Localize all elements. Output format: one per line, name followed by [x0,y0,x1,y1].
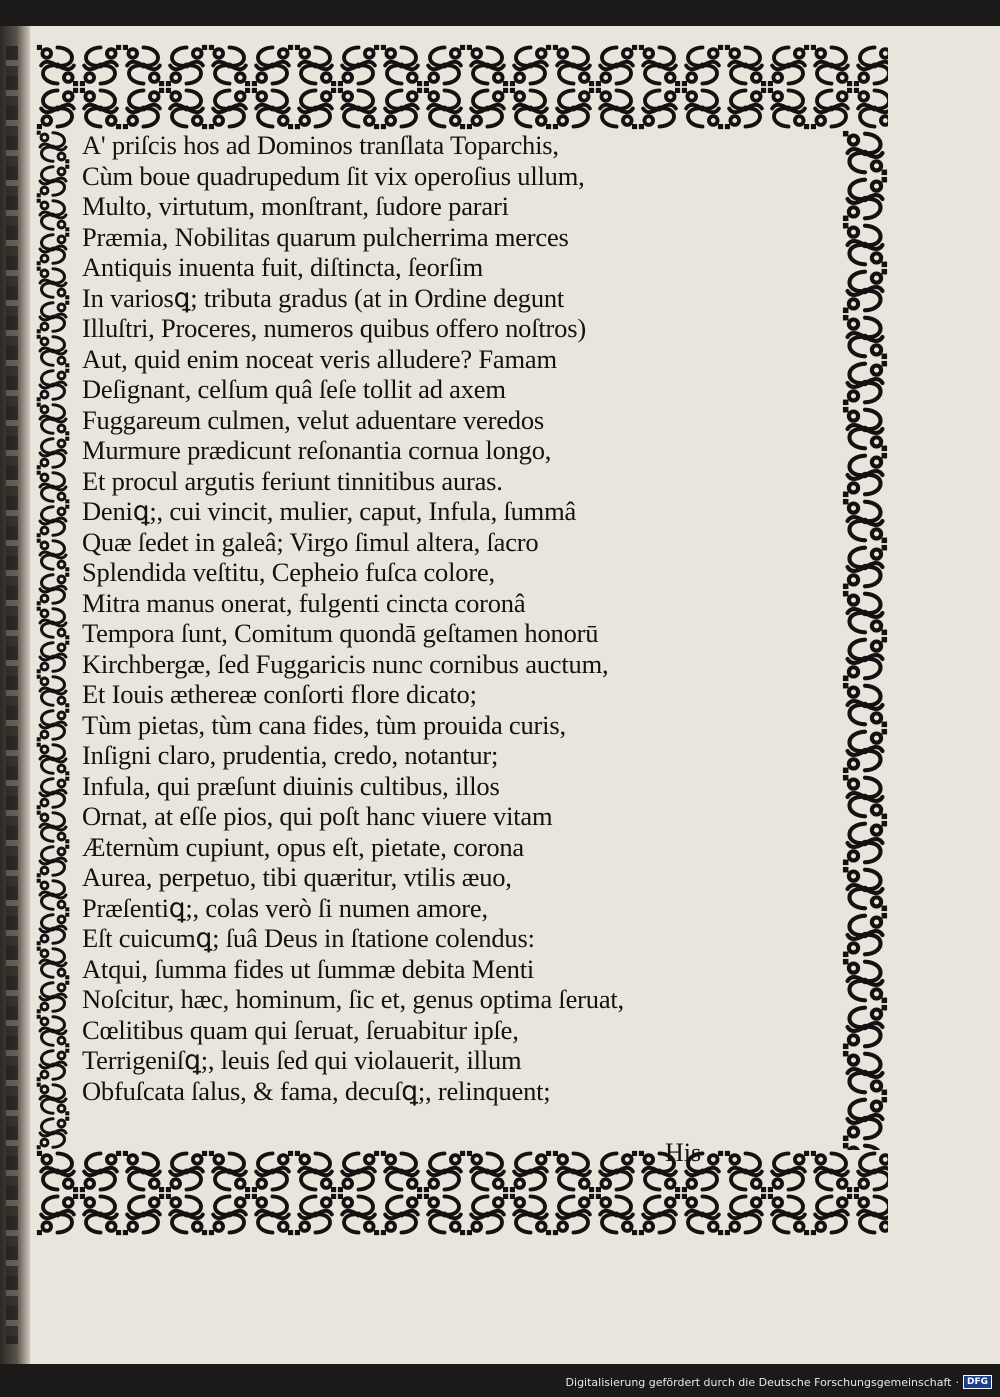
verse-line: Præmia, Nobilitas quarum pulcherrima merces [82,221,569,252]
verse-line: Præſentiꝗ;, colas verò ſi numen amore, [82,892,488,923]
verse-line: Deniꝗ;, cui vincit, mulier, caput, Infula, ſummâ [82,496,577,526]
verse-line: Tempora ſunt, Comitum quondā geſtamen honorū [82,618,599,648]
verse-line: Atqui, ſumma fides ut ſummæ debita Menti [82,953,535,984]
verse-line: Et Iouis æthereæ conſorti flore dicato; [82,679,477,709]
verse-line: Infula, qui præſunt diuinis cultibus, illos [82,770,500,801]
dfg-logo-icon: DFG [963,1375,992,1389]
ornament-border-right-icon [842,130,888,1150]
poem-text [82,130,822,1106]
verse-line: Quæ ſedet in galeâ; Virgo ſimul altera, ſacro [82,526,539,557]
verse-line: In variosꝗ; tributa gradus (at in Ordine degunt [82,282,565,313]
verse-line: Fuggareum culmen, velut aduentare veredos [82,404,545,435]
verse-line: Obfuſcata ſalus, & fama, decuſꝗ;, relinquent; [82,1075,551,1106]
verse-line: Illuſtri, Proceres, numeros quibus offero noſtros) [82,313,586,343]
verse-line: Ornat, at eſſe pios, qui poſt hanc viuere vitam [82,801,553,831]
verse-line: A' priſcis hos ad Dominos tranſlata Toparchis, [82,130,559,160]
verse-line: Terrigeniſꝗ;, leuis ſed qui violauerit, illum [82,1045,522,1075]
binding-edge [0,26,30,1364]
verse-line: Aurea, perpetuo, tibi quæritur, vtilis æuo, [82,862,512,892]
verse-line: Æternùm cupiunt, opus eſt, pietate, corona [82,831,524,862]
verse-line: Cœlitibus quam qui ſeruat, ſeruabitur ipſe, [82,1014,519,1045]
verse-line: Inſigni claro, prudentia, credo, notantur; [82,740,499,770]
verse-line: Eſt cuicumꝗ; ſuâ Deus in ſtatione colendus: [82,923,535,953]
verse-line: Aut, quid enim noceat veris alludere? Famam [82,343,557,374]
verse-line: Noſcitur, hæc, hominum, ſic et, genus optima ſeruat, [82,984,624,1014]
verse-line: Antiquis inuenta fuit, diſtincta, ſeorſim [82,252,484,282]
verse-line: Kirchbergæ, ſed Fuggaricis nunc cornibus auctum, [82,648,609,679]
footer-text: Digitalisierung gefördert durch die Deutsche Forschungsgemeinschaft [565,1375,952,1389]
ornament-border-bottom-icon [36,1150,888,1236]
ornament-border-top-icon [36,44,888,130]
digitization-footer: Digitalisierung gefördert durch die Deutsche Forschungsgemeinschaft · DFG [566,1375,992,1389]
book-page [0,26,1000,1364]
verse-line: Deſignant, celſum quâ ſeſe tollit ad axem [82,374,506,404]
verse-line: Et procul argutis feriunt tinnitibus auras. [82,465,503,496]
ornament-border-left-icon [36,130,70,1150]
catchword: His [665,1138,702,1167]
verse-line: Mitra manus onerat, fulgenti cincta coronâ [82,587,526,618]
verse-line: Splendida veſtitu, Cepheio fuſca colore, [82,557,495,587]
verse-line: Multo, virtutum, monſtrant, ſudore parari [82,191,509,221]
verse-line: Cùm boue quadrupedum ſit vix operoſius ullum, [82,160,585,191]
verse-line: Tùm pietas, tùm cana fides, tùm prouida curis, [82,709,566,740]
verse-line: Murmure prædicunt reſonantia cornua longo, [82,435,552,465]
